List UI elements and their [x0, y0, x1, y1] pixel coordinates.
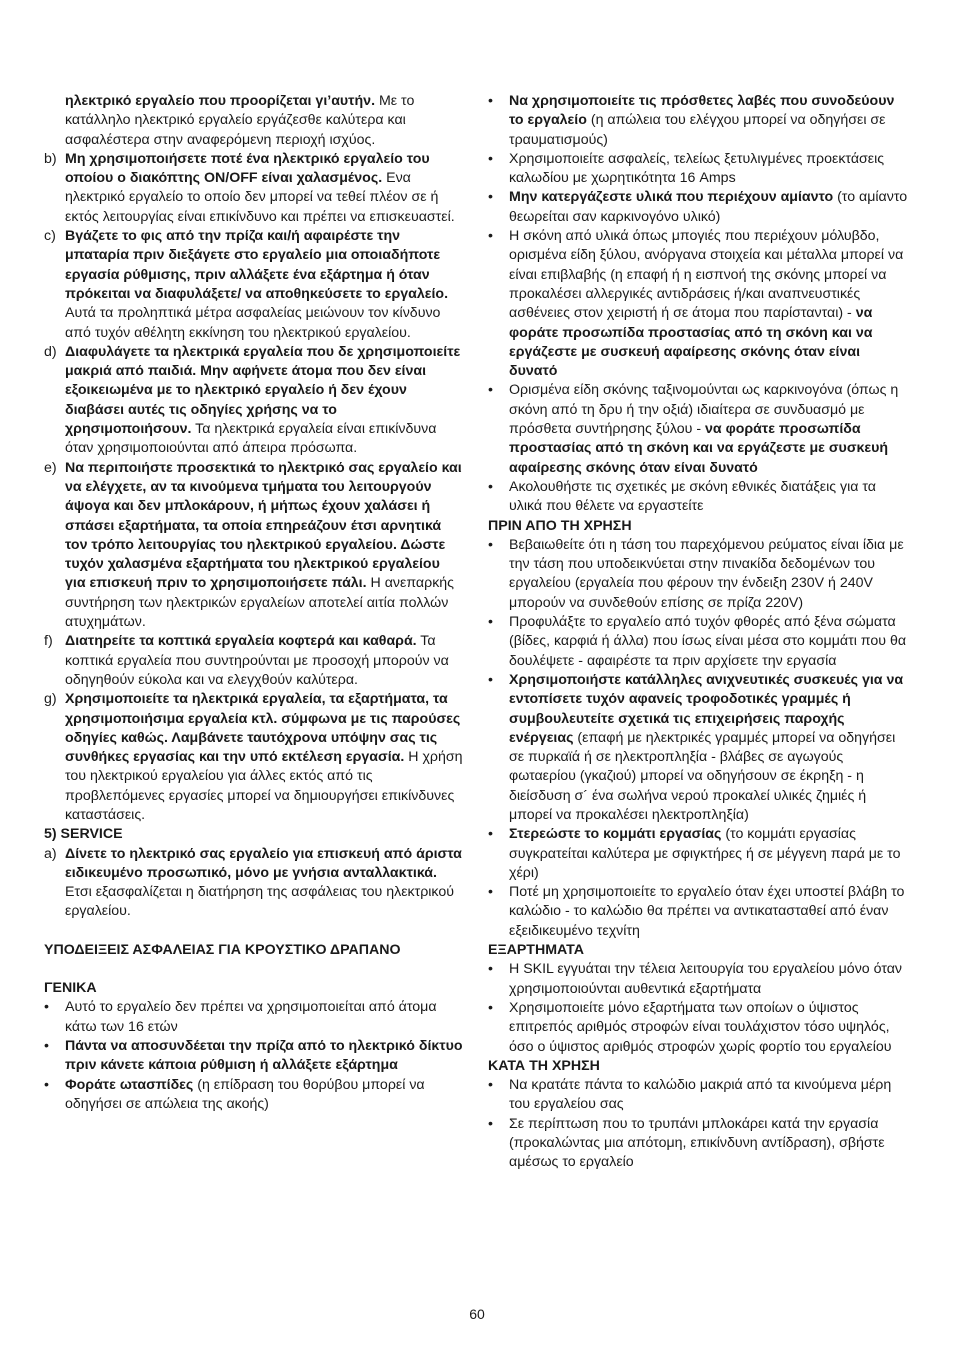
item-text: Με το κατάλληλο ηλεκτρικό εργαλείο εργάζεσθε καλύτερα και ασφαλέστερα στην αναφερόμενη περιοχή ισχύος.: [65, 93, 415, 148]
item-marker: a): [44, 845, 57, 862]
item-bold-text: Στερεώστε το κομμάτι εργασίας: [509, 826, 722, 843]
item-text: Να κρατάτε πάντα το καλώδιο μακριά από τα κινούμενα μέρη του εργαλείου σας: [509, 1077, 892, 1113]
item-text: Χρησιμοποιείτε μόνο εξαρτήματα των οποίων ο ύψιστος επιτρεπός αριθμός στροφών είναι τουλάχιστον τόσο υψηλός, όσο ο ύψιστος αριθμός στροφών χωρίς φορτίο του εργαλείου: [509, 999, 892, 1055]
item-text: Η χρήση του ηλεκτρικού εργαλείου για άλλες εκτός από τις προβλεπόμενες εργασίες μπορεί να δημιουργήσει επικίνδυνες καταστάσεις.: [65, 749, 463, 823]
item-bold-text: ηλεκτρικό εργαλείο που προορίζεται γι’αυτήν.: [65, 93, 376, 109]
item-marker: •: [488, 884, 493, 901]
bullet-item: [488, 150, 912, 189]
item-marker: •: [44, 1037, 49, 1054]
item-marker: •: [488, 382, 493, 399]
spacer: [44, 960, 464, 979]
bullet-item: [44, 998, 464, 1037]
spacer: [44, 922, 464, 941]
item-marker: •: [488, 228, 493, 245]
bullet-item: [488, 478, 912, 517]
item-bold-text: Χρησιμοποιείτε τα ηλεκτρικά εργαλεία, τα εξαρτήματα, τα χρησιμοποιήσιμα εργαλεία κτλ. σύμφωνα με τις παρούσες οδηγίες καθώς. Λαμβάνετε ταυτόχρονα υπόψην σας τις συνθήκες εργασίας και την υπό εκτέλεση εργασία.: [65, 691, 461, 766]
item-bold-text: Να περιποιήστε προσεκτικά το ηλεκτρικό σας εργαλείο και να ελέγχετε, αν τα κινούμενα τμήματα του λειτουργούν άψογα και δεν μπλοκάρουν, ή μήπως έχουν χαλάσει ή σπάσει εξαρτήματα, τα οποία επηρεάζουν έτσι αρνητικά τον τρόπο λειτουργίας του ηλεκτρικού εργαλείου. Δώστε τυχόν χαλασμένα εξαρτήματα του ηλεκτρικού εργαλείου για επισκευή πριν το χρησιμοποιήσετε πάλι.: [65, 459, 462, 592]
item-bold-text: να φοράτε προσωπίδα προστασίας από τη σκόνη και να εργάζεστε με συσκευή αφαίρεσης σκόνης όταν είναι δυνατό: [509, 305, 873, 380]
item-bold-text: Φοράτε ωτασπίδες: [65, 1076, 194, 1093]
item-marker: •: [44, 1076, 49, 1093]
bullet-item: [488, 960, 912, 999]
item-bold-text: να φοράτε προσωπίδα προστασίας από τη σκόνη και να εργάζεστε με συσκευή αφαίρεσης σκόνης όταν είναι δυνατό: [509, 421, 889, 476]
item-marker: d): [44, 343, 57, 360]
section-heading: ΕΞΑΡΤΗΜΑΤΑ: [488, 942, 584, 959]
bullet-item: [488, 1115, 912, 1173]
section-heading: ΚΑΤΑ ΤΗ ΧΡΗΣΗ: [488, 1057, 600, 1074]
bullet-item: [488, 227, 912, 381]
item-text: Ενα ηλεκτρικό εργαλείο το οποίο δεν μπορεί να τεθεί πλέον σε ή εκτός λειτουργίας είναι επικίνδυνο και πρέπει να επισκευαστεί.: [65, 170, 455, 225]
item-text: Ακολουθήστε τις σχετικές με σκόνη εθνικές διατάξεις για τα υλικά που θέλετε να εργαστείτε: [509, 478, 877, 515]
item-text: Αυτό το εργαλείο δεν πρέπει να χρησιμοποιείται από άτομα κάτω των 16 ετών: [65, 999, 437, 1035]
list-item: [44, 845, 464, 922]
list-item: [44, 632, 464, 690]
item-text: Βεβαιωθείτε ότι η τάση του παρεχόμενου ρεύματος είναι ίδια με την τάση που υποδεικνύεται στην πινακίδα δεδομένων του εργαλείου (εργαλεία που φέρουν την ένδειξη 230V ή 240V μπορούν να συνδεθούν επίσης σε πρίζα 220V): [509, 536, 904, 611]
item-bold-text: Δίνετε το ηλεκτρικό σας εργαλείο για επισκευή από άριστα ειδικευμένο προσωπικό, μόνο με γνήσια ανταλλακτικά.: [65, 845, 462, 881]
bullet-item: [488, 381, 912, 477]
item-text: Σε περίπτωση που το τρυπάνι μπλοκάρει κατά την εργασία (προκαλώντας μια απότομη, επικίνδυνη αντίδραση), σβήστε αμέσως το εργαλείο: [509, 1115, 885, 1171]
list-item: [44, 459, 464, 633]
item-marker: •: [488, 150, 493, 167]
item-text: (το κομμάτι εργασίας συγκρατείται καλύτερα με σφιγκτήρες ή σε μέγγενη παρά με το χέρι): [509, 826, 901, 881]
item-text: (η επίδραση του θορύβου μπορεί να οδηγήσει σε απώλεια της ακοής): [65, 1076, 425, 1112]
item-marker: •: [488, 961, 493, 978]
item-marker: •: [488, 826, 493, 843]
bullet-item: [488, 671, 912, 825]
item-marker: e): [44, 459, 57, 476]
bullet-item: [488, 883, 912, 941]
item-marker: f): [44, 633, 53, 650]
item-text: (επαφή με ηλεκτρικές γραμμές μπορεί να οδηγήσει σε πυρκαϊά ή σε ηλεκτροπληξία - βλάβες σε αγωγούς φωταερίου (γκαζιού) μπορεί να οδηγήσουν σε έκρηξη - η διείσδυση σ´ ένα σωλήνα νερού προκαλεί υλικές ζημιές ή μπορεί να προκαλέσει ηλεκτροπληξία): [509, 729, 896, 823]
item-text: Ετσι εξασφαλίζεται η διατήρηση της ασφάλειας του ηλεκτρικού εργαλείου.: [65, 884, 455, 920]
bullet-item: [44, 1037, 464, 1076]
item-bold-text: Πάντα να αποσυνδέεται την πρίζα από το ηλεκτρικό δίκτυο πριν κάνετε κάποια ρύθμιση ή αλλάξετε εξάρτημα: [65, 1037, 463, 1074]
item-bold-text: Να χρησιμοποιείτε τις πρόσθετες λαβές που συνοδεύουν το εργαλείο: [509, 93, 895, 129]
left-column: [44, 92, 464, 1114]
item-marker: •: [488, 999, 493, 1016]
item-marker: •: [488, 189, 493, 206]
section-heading: ΥΠΟΔΕΙΞΕΙΣ ΑΣΦΑΛΕΙΑΣ ΓΙΑ ΚΡΟΥΣΤΙΚΟ ΔΡΑΠΑΝΟ: [44, 941, 401, 958]
bullet-item: [44, 1076, 464, 1115]
item-text: Ορισμένα είδη σκόνης ταξινομούνται ως καρκινογόνα (όπως η σκόνη από τη δρυ ή την οξιά) ιδιαίτερα σε συνδυασμό με πρόσθετα συντήρησης ξύλου -: [509, 382, 899, 438]
item-text: (η απώλεια του ελέγχου μπορεί να οδηγήσει σε τραυματισμούς): [509, 112, 886, 148]
section-heading: ΓΕΝΙΚΑ: [44, 980, 97, 997]
item-marker: g): [44, 691, 57, 708]
item-text: Τα ηλεκτρικά εργαλεία είναι επικίνδυνα όταν χρησιμοποιούνται από άπειρα πρόσωπα.: [65, 421, 437, 457]
bullet-item: [488, 188, 912, 227]
section-heading: ΠΡΙΝ ΑΠΟ ΤΗ ΧΡΗΣΗ: [488, 517, 632, 534]
item-marker: •: [488, 93, 493, 109]
bullet-item: [488, 999, 912, 1057]
item-text: Προφυλάξτε το εργαλείο από τυχόν φθορές από ξένα σώματα (βίδες, καρφιά ή άλλα) που ίσως είναι μέσα στο κομμάτι που θα δουλέψετε - αφαιρέστε τα πριν αρχίσετε την εργασία: [509, 614, 907, 669]
list-item: [44, 690, 464, 825]
item-text: Ποτέ μη χρησιμοποιείτε το εργαλείο όταν έχει υποστεί βλάβη το καλώδιο - το καλώδιο θα πρέπει να αντικατασταθεί από έναν εξειδικευμένο τεχνίτη: [509, 884, 905, 939]
item-text: (το αμίαντο θεωρείται σαν καρκινογόνο υλικό): [509, 189, 908, 225]
section-heading: 5) SERVICE: [44, 826, 123, 843]
item-marker: c): [44, 228, 56, 245]
item-marker: •: [488, 614, 493, 631]
bullet-item: [488, 1076, 912, 1115]
item-bold-text: Διαφυλάγετε τα ηλεκτρικά εργαλεία που δε χρησιμοποιείτε μακριά από παιδιά. Μην αφήνετε άτομα που δεν είναι εξοικειωμένα με το ηλεκτρικό εργαλείο ή δεν έχουν διαβάσει αυτές τις οδηγίες χρήσης να το χρησιμοποιήσουν.: [65, 343, 461, 438]
item-text: Αυτά τα προληπτικά μέτρα ασφαλείας μειώνουν τον κίνδυνο από τυχόν αθέλητη εκκίνηση του ηλεκτρικού εργαλείου.: [65, 305, 441, 341]
item-marker: •: [488, 536, 493, 553]
item-text: Η σκόνη από υλικά όπως μπογιές που περιέχουν μόλυβδο, ορισμένα είδη ξύλου, ανόργανα στοιχεία και μέταλλα μπορεί να είναι επιβλαβής (η επαφή ή η εισπνοή της σκόνης μπορεί να προκαλέσει αλλεργικές αντιδράσεις ή/και αναπνευστικές ασθένειες στον χειριστή ή σε άτομα που παρίστανται) -: [509, 228, 904, 322]
list-item: [44, 150, 464, 227]
bullet-item: [488, 536, 912, 613]
item-marker: •: [488, 1077, 493, 1094]
item-bold-text: Διατηρείτε τα κοπτικά εργαλεία κοφτερά και καθαρά.: [65, 633, 417, 650]
list-item: [44, 343, 464, 459]
page-number: 60: [469, 1306, 485, 1322]
bullet-item: [488, 825, 912, 883]
item-bold-text: Μην κατεργάζεστε υλικά που περιέχουν αμίαντο: [509, 189, 834, 206]
item-text: Η SKIL εγγυάται την τέλεια λειτουργία του εργαλείου μόνο όταν χρησιμοποιούνται αυθεντικά εξαρτήματα: [509, 961, 903, 997]
item-marker: •: [488, 1115, 493, 1132]
item-bold-text: Βγάζετε το φις από την πρίζα και/ή αφαιρέστε την μπαταρία πριν διεξάγετε στο εργαλείο μια οποιαδήποτε εργασία ρύθμισης, πριν αλλάξετε ένα εξάρτημα ή όταν πρόκειται να διαφυλάξετε/ να αποθηκεύσετε το εργαλείο.: [65, 228, 449, 302]
item-bold-text: Χρησιμοποιήστε κατάλληλες ανιχνευτικές συσκευές για να εντοπίσετε τυχόν αφανείς τροφοδοτικές γραμμές ή συμβουλευτείτε σχετικά τις επιχειρήσεις παροχής ενέργειας: [509, 671, 904, 746]
item-text: Η ανεπαρκής συντήρηση των ηλεκτρικών εργαλείων αποτελεί αιτία πολλών ατυχημάτων.: [65, 575, 455, 631]
list-item: [44, 227, 464, 343]
item-text: Τα κοπτικά εργαλεία που συντηρούνται με προσοχή μπορούν να οδηγηθούν εύκολα και να ελεγχθούν καλύτερα.: [65, 633, 449, 688]
item-marker: b): [44, 150, 57, 167]
item-marker: •: [44, 999, 49, 1016]
right-column: [488, 92, 912, 1173]
item-text: Χρησιμοποιείτε ασφαλείς, τελείως ξετυλιγμένες προεκτάσεις καλωδίου με χωρητικότητα 16 Amps: [509, 150, 885, 187]
list-item: [44, 92, 464, 150]
item-marker: •: [488, 478, 493, 495]
bullet-item: [488, 613, 912, 671]
item-bold-text: Μη χρησιμοποιήσετε ποτέ ένα ηλεκτρικό εργαλείο του οποίου ο διακόπτης ON/OFF είναι χαλασμένος.: [65, 150, 430, 187]
item-marker: •: [488, 671, 493, 688]
bullet-item: [488, 92, 912, 150]
